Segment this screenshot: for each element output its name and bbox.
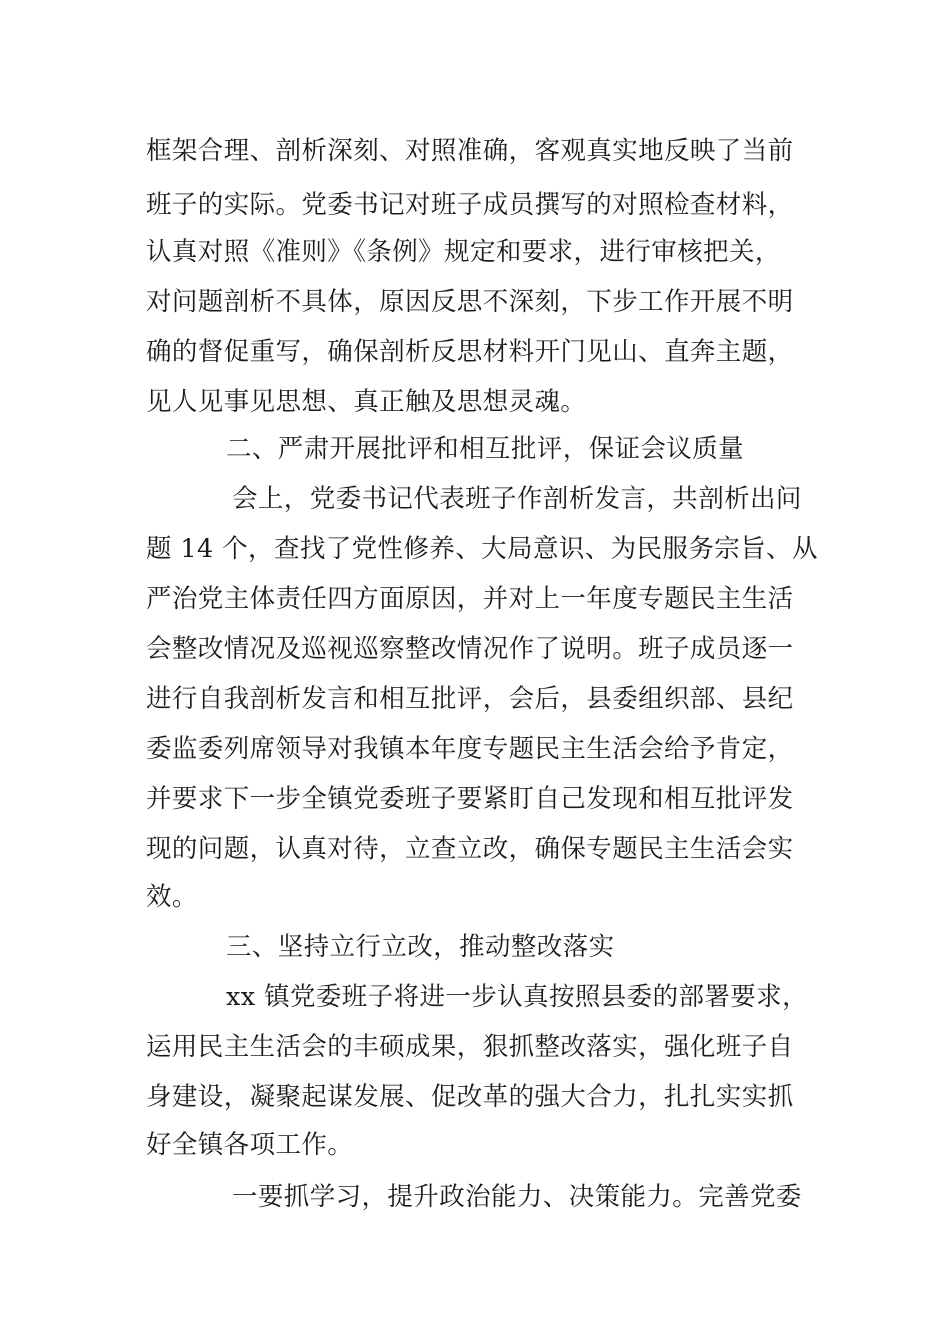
section-heading-2: 二、严肃开展批评和相互批评，保证会议质量 [226,434,745,464]
paragraph-line: 效。 [146,882,198,912]
paragraph-line: 严治党主体责任四方面原因，并对上一年度专题民主生活 [146,584,794,614]
paragraph-line: 框架合理、剖析深刻、对照准确，客观真实地反映了当前 [146,136,794,166]
paragraph-line: 见人见事见思想、真正触及思想灵魂。 [146,387,587,417]
paragraph-line: 一要抓学习，提升政治能力、决策能力。完善党委 [232,1182,802,1212]
paragraph-line: 并要求下一步全镇党委班子要紧盯自己发现和相互批评发 [146,784,794,814]
paragraph-line: 确的督促重写，确保剖析反思材料开门见山、直奔主题， [146,337,794,367]
paragraph-line: 对问题剖析不具体，原因反思不深刻，下步工作开展不明 [146,287,794,317]
paragraph-line: 题 14 个，查找了党性修养、大局意识、为民服务宗旨、从 [146,534,818,564]
paragraph-line: 身建设，凝聚起谋发展、促改革的强大合力，扎扎实实抓 [146,1082,794,1112]
paragraph-line: 进行自我剖析发言和相互批评，会后，县委组织部、县纪 [146,684,794,714]
paragraph-line: 委监委列席领导对我镇本年度专题民主生活会给予肯定， [146,734,794,764]
paragraph-line: 班子的实际。党委书记对班子成员撰写的对照检查材料， [146,190,794,220]
paragraph-line: 会上，党委书记代表班子作剖析发言，共剖析出问 [232,484,802,514]
section-heading-3: 三、坚持立行立改，推动整改落实 [226,932,615,962]
paragraph-line: xx 镇党委班子将进一步认真按照县委的部署要求， [226,982,808,1012]
paragraph-line: 好全镇各项工作。 [146,1130,354,1160]
paragraph-line: 认真对照《准则》《条例》规定和要求，进行审核把关， [146,237,781,267]
paragraph-line: 运用民主生活会的丰硕成果，狠抓整改落实，强化班子自 [146,1032,794,1062]
paragraph-line: 会整改情况及巡视巡察整改情况作了说明。班子成员逐一 [146,634,794,664]
paragraph-line: 现的问题，认真对待，立查立改，确保专题民主生活会实 [146,834,794,864]
